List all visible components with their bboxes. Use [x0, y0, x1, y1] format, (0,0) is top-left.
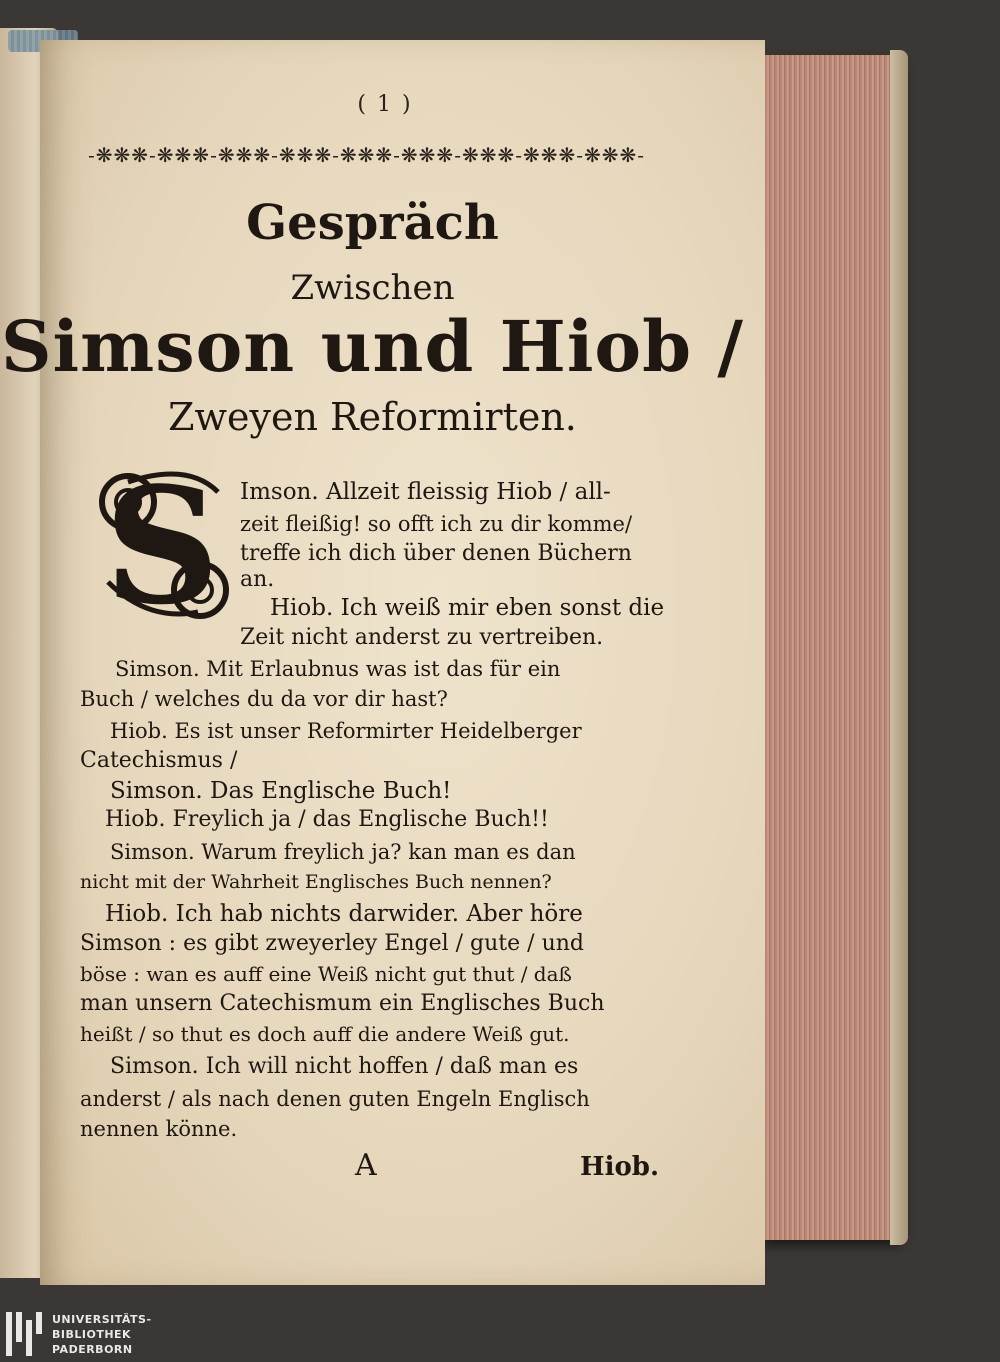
text-line: Simson : es gibt zweyerley Engel / gute / und	[80, 931, 584, 956]
library-logo-line: BIBLIOTHEK	[52, 1328, 132, 1341]
text-line: treffe ich dich über denen Büchern	[240, 541, 632, 566]
page-fore-edge	[760, 55, 900, 1240]
library-logo-line: UNIVERSITÄTS-	[52, 1313, 152, 1326]
library-logo-line: PADERBORN	[52, 1343, 133, 1356]
text-line: man unsern Catechismum ein Englisches Buch	[80, 991, 605, 1016]
text-line: Simson. Warum freylich ja? kan man es dan	[110, 840, 576, 864]
text-line: Hiob. Es ist unser Reformirter Heidelberger	[110, 719, 582, 743]
title-line-3: Simson und Hiob /	[1, 305, 744, 388]
text-line: Hiob. Freylich ja / das Englische Buch!!	[105, 807, 549, 832]
text-line: Simson. Ich will nicht hoffen / daß man es	[110, 1054, 579, 1079]
page-number: ( 1 )	[357, 92, 413, 117]
text-line: nicht mit der Wahrheit Englisches Buch nennen?	[80, 871, 552, 893]
catchword: Hiob.	[580, 1152, 660, 1182]
text-line: an.	[240, 567, 275, 592]
text-line: nennen könne.	[80, 1117, 238, 1141]
text-line: Hiob. Ich hab nichts darwider. Aber höre	[105, 901, 583, 927]
text-line: Zeit nicht anderst zu vertreiben.	[240, 625, 604, 650]
text-line: heißt / so thut es doch auff die andere Weiß gut.	[80, 1022, 570, 1046]
text-line: Catechismus /	[80, 748, 238, 773]
title-line-4: Zweyen Reformirten.	[168, 395, 577, 439]
initial-letter: S	[104, 452, 220, 640]
library-logo-text	[52, 1312, 152, 1357]
decorated-initial	[88, 452, 236, 640]
text-line: zeit fleißig! so offt ich zu dir komme/	[240, 512, 633, 536]
text-line: Simson. Das Englische Buch!	[110, 778, 452, 804]
text-line: Imson. Allzeit fleissig Hiob / all-	[240, 479, 611, 505]
library-logo-icon	[4, 1310, 44, 1358]
text-line: Buch / welches du da vor dir hast?	[80, 687, 448, 711]
title-line-1: Gespräch	[246, 195, 499, 251]
text-line: anderst / als nach denen guten Engeln Englisch	[80, 1087, 590, 1111]
text-line: Hiob. Ich weiß mir eben sonst die	[270, 595, 665, 621]
title-line-2: Zwischen	[290, 268, 455, 308]
text-line: Simson. Mit Erlaubnus was ist das für ein	[115, 657, 561, 681]
signature-mark: A	[355, 1148, 377, 1183]
ornament-band: -❋❋❋-❋❋❋-❋❋❋-❋❋❋-❋❋❋-❋❋❋-❋❋❋-❋❋❋-❋❋❋-	[88, 143, 646, 167]
text-line: böse : wan es auff eine Weiß nicht gut thut / daß	[80, 962, 572, 986]
library-logo	[0, 1308, 200, 1362]
book-cover-edge	[890, 50, 908, 1245]
